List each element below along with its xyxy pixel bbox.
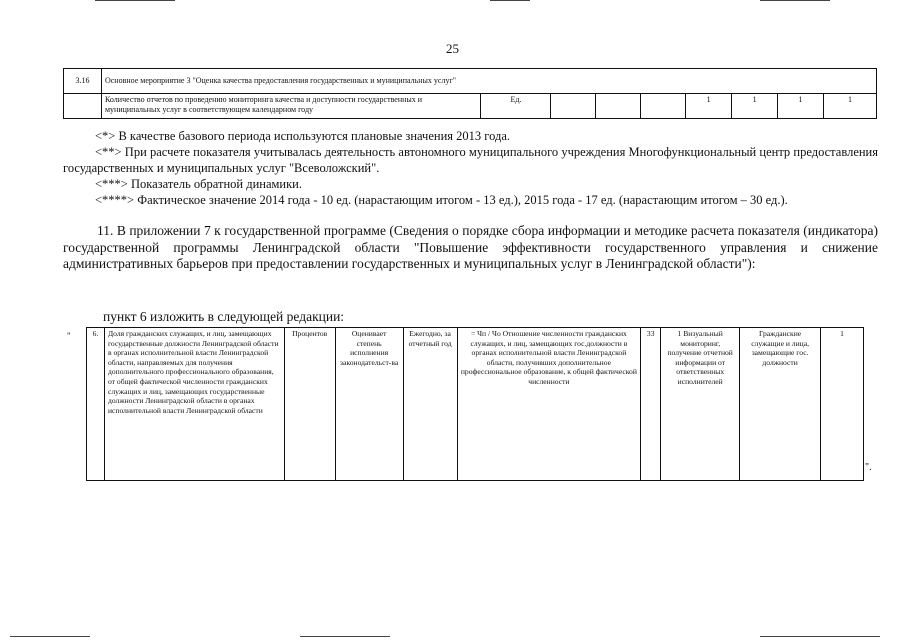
top-edge-line xyxy=(0,0,905,3)
indicator-name: Доля гражданских служащих, и лиц, замещающих государственные должности Ленинградской области в органах исполнительной власти Ленинградской области, направляемых для получения дополнительного профессионального образования, от общей фактической численности гражданских служащих и лиц, замещающих государственные должности Ленинградской области в органах исполнительной власти Ленинградской области xyxy=(104,328,284,481)
row-number: 3.16 xyxy=(64,69,102,94)
value-cell xyxy=(551,94,596,119)
unit-cell: Ед. xyxy=(481,94,551,119)
indicator-name: Количество отчетов по проведению мониторинга качества и доступности государственных и муниципальных услуг в соответствующем календарном году xyxy=(101,94,481,119)
code-cell: 33 xyxy=(641,328,661,481)
table-row xyxy=(87,328,864,481)
value-cell xyxy=(596,94,641,119)
value-cell xyxy=(641,94,686,119)
value-cell: 1 xyxy=(732,94,778,119)
population-cell: Гражданские служащие и лица, замещающие гос. должности xyxy=(740,328,821,481)
table-row xyxy=(64,94,877,119)
opening-quote: " xyxy=(67,331,71,341)
value-cell: 1 xyxy=(778,94,824,119)
paragraph-text: 11. В приложении 7 к государственной программе (Сведения о порядке сбора информации и методике расчета показателя (индикатора) государственной программы Ленинградской области "Повышение эффективности государственного управления и снижение административных барьеров при предоставлении государственных и муниципальных услуг в Ленинградской области"): xyxy=(63,223,878,271)
indicators-table xyxy=(63,68,877,119)
event-title: Основное мероприятие 3 "Оценка качества предоставления государственных и муниципальных услуг" xyxy=(101,69,876,94)
page-number: 25 xyxy=(446,41,459,56)
footnote: <****> Фактическое значение 2014 года - 10 ед. (нарастающим итогом - 13 ед.), 2015 года - 17 ед. (нарастающим итогом – 30 ед.). xyxy=(95,193,788,207)
footnote: <*> В качестве базового периода используются плановые значения 2013 года. xyxy=(95,129,511,143)
paragraph-11 xyxy=(63,223,878,273)
unit-cell: Процентов xyxy=(284,328,335,481)
value-cell: 1 xyxy=(686,94,732,119)
footnote: <**> При расчете показателя учитывалась деятельность автономного муниципального учреждения Многофункциональный центр предоставления государственных и муниципальных услуг "Всеволожский". xyxy=(63,145,878,175)
value-cell: 1 xyxy=(824,94,877,119)
item-number: 6. xyxy=(87,328,105,481)
empty-cell xyxy=(64,94,102,119)
definition-cell: Оценивает степень исполнения законодательст-ва xyxy=(335,328,403,481)
footnotes xyxy=(63,128,878,208)
formula-cell: = Чп / Чо Отношение численности гражданских служащих, и лиц, замещающих гос.должности в органах исполнительной власти Ленинградской области, получивших дополнительное профессиональное образование, к общей фактической численности xyxy=(457,328,641,481)
punkt-6-table xyxy=(86,327,864,481)
method-cell: 1 Визуальный мониторинг, получение отчетной информации от ответственных исполнителей xyxy=(661,328,740,481)
period-cell: Ежегодно, за отчетный год xyxy=(403,328,457,481)
table-row xyxy=(64,69,877,94)
code-cell: 1 xyxy=(821,328,864,481)
footnote: <***> Показатель обратной динамики. xyxy=(95,177,302,191)
closing-quote: ". xyxy=(865,462,872,473)
punkt-6-heading: пункт 6 изложить в следующей редакции: xyxy=(103,309,345,324)
